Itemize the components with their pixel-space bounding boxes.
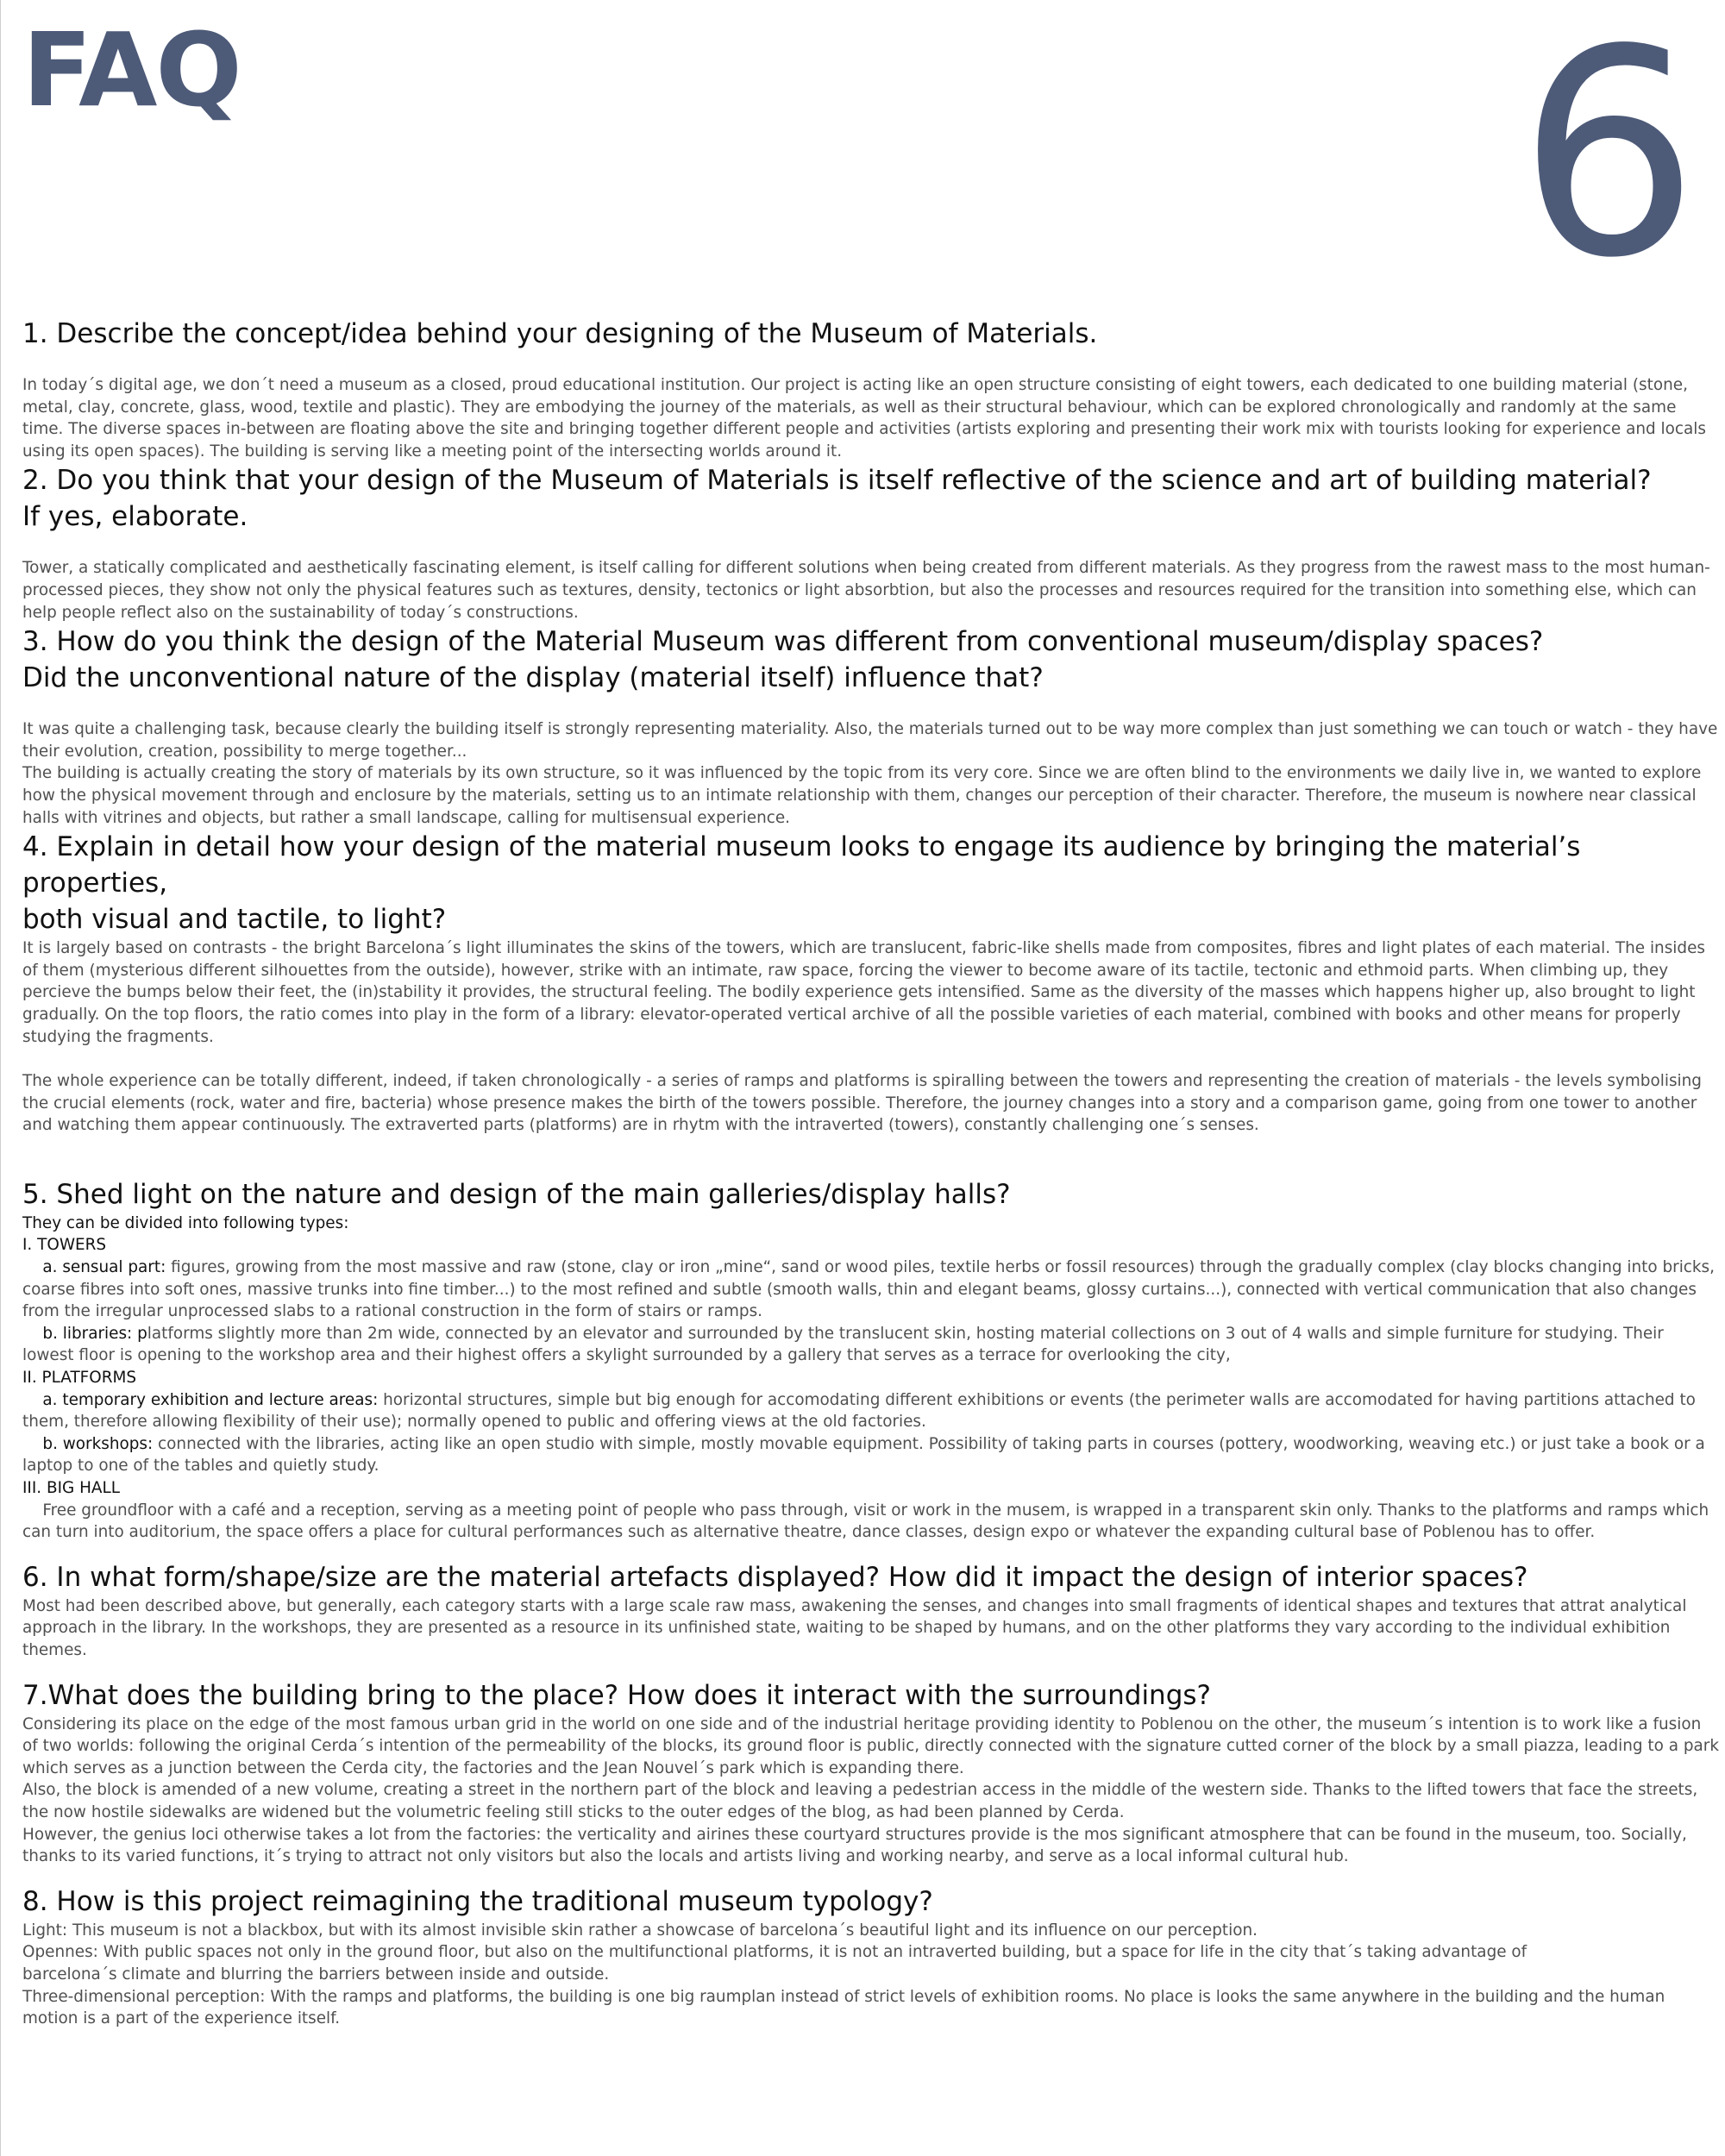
answer-2: Tower, a statically complicated and aesthetically fascinating element, is itself calling for different solutions when being created from different materials. As they progress from the rawest mass to the most human-processed pieces, they show not only the physical features such as textures, density, tectonics or light absorbtion, but also the processes and resources required for the transition into something else, which can help people reflect also on the sustainability of today´s constructions. xyxy=(22,559,1710,622)
answer-3-paragraph-1: It was quite a challenging task, because clearly the building itself is strongly representing materiality. Also, the materials turned out to be way more complex than just something we can touch or watch - they have their evolution, creation, possibility to merge together... xyxy=(22,720,1718,761)
towers-heading: I. TOWERS xyxy=(22,1236,107,1255)
exhibition-text: horizontal structures, simple but big enough for accomodating different exhibitions or events (the perimeter walls are accomodated for having partitions attached to them, therefore allowing flexibility of their use); normally opened to public and offering views at the old factories. xyxy=(22,1390,1696,1432)
answer-7-paragraph-2: Also, the block is amended of a new volume, creating a street in the northern part of the block and leaving a pedestrian access in the middle of the western side. Thanks to the lifted towers that face the streets, the now hostile sidewalks are widened but the volumetric feeling still sticks to the outer edges of the blog, as had been planned by Cerda. xyxy=(22,1781,1698,1821)
platforms-exhibition xyxy=(22,1389,1720,1433)
question-7: 7.What does the building bring to the place? How does it interact with the surroundings? xyxy=(22,1679,1211,1711)
answer-8-openness-line-2: barcelona´s climate and blurring the barriers between inside and outside. xyxy=(22,1965,610,1984)
answer-1: In today´s digital age, we don´t need a museum as a closed, proud educational institution. Our project is acting like an open structure consisting of eight towers, each dedicated to one building material (stone, metal, clay, concrete, glass, wood, textile and plastic). They are embodying the journey of the materials, as well as their structural behaviour, which can be explored chronologically and randomly at the same time. The diverse spaces in-between are floating above the site and bringing together different people and activities (artists exploring and presenting their work mix with tourists looking for experience and locals using its open spaces). The building is serving like a meeting point of the intersecting worlds around it. xyxy=(22,376,1706,461)
towers-sensual-part xyxy=(22,1257,1720,1323)
libraries-text: latforms slightly more than 2m wide, connected by an elevator and surrounded by the translucent skin, hosting material collections on 3 out of 4 walls and simple furniture for studying. Their lowest floor is opening to the workshop area and their highest offers a skylight surrounded by a gallery that serves as a terrace for overlooking the city, xyxy=(22,1324,1664,1365)
big-hall-text xyxy=(22,1500,1720,1544)
answer-7-paragraph-1: Considering its place on the edge of the most famous urban grid in the world on one side and of the industrial heritage providing identity to Poblenou on the other, the museum´s intention is to work like a fusion of two worlds: following the original Cerda´s intention of the permeability of the blocks, its ground floor is public, directly connected with the signature cutted corner of the block by a small piazza, leading to a park which serves as a junction between the Cerda city, the factories and the Jean Nouvel´s park which is expanding there. xyxy=(22,1714,1720,1777)
question-2-line-2: If yes, elaborate. xyxy=(22,501,248,533)
exhibition-label: a. temporary exhibition and lecture areas: xyxy=(42,1390,379,1409)
towers-libraries xyxy=(22,1323,1720,1367)
question-6: 6. In what form/shape/size are the material artefacts displayed? How did it impact the design of interior spaces? xyxy=(22,1561,1528,1593)
faq-content xyxy=(22,316,1720,2030)
answer-8-light: Light: This museum is not a blackbox, but with its almost invisible skin rather a showcase of barcelona´s beautiful light and its influence on our perception. xyxy=(22,1921,1258,1940)
libraries-label: b. libraries: p xyxy=(42,1324,147,1343)
answer-8-three-dimensional: Three-dimensional perception: With the ramps and platforms, the building is one big raumplan instead of strict levels of exhibition rooms. No place is looks the same anywhere in the building and the human motion is a part of the experience itself. xyxy=(22,1987,1665,2028)
faq-section-2 xyxy=(22,462,1720,624)
question-4-line-1: 4. Explain in detail how your design of the material museum looks to engage its audience by bringing the material’s properties, xyxy=(22,831,1581,899)
answer-4-paragraph-1: It is largely based on contrasts - the bright Barcelona´s light illuminates the skins of the towers, which are translucent, fabric-like shells made from composites, fibres and light plates of each material. The insides of them (mysterious different silhouettes from the outside), however, strike with an intimate, raw space, forcing the viewer to become aware of its tactile, tectonic and ethmoid parts. When climbing up, they percieve the bumps below their feet, the (in)stability it provides, the structural feeling. The bodily experience gets intensified. Same as the diversity of the masses which happens higher up, also brought to light gradually. On the top floors, the ratio comes into play in the form of a library: elevator-operated vertical archive of all the possible varieties of each material, combined with books and other means for properly studying the fragments. xyxy=(22,939,1705,1046)
platforms-heading: II. PLATFORMS xyxy=(22,1369,137,1388)
faq-section-3 xyxy=(22,624,1720,829)
sensual-part-label: a. sensual part: xyxy=(42,1258,166,1277)
page-number: 6 xyxy=(1518,0,1699,320)
question-8: 8. How is this project reimagining the traditional museum typology? xyxy=(22,1885,933,1917)
big-hall-heading: III. BIG HALL xyxy=(22,1479,121,1497)
faq-section-1 xyxy=(22,316,1720,462)
big-hall-description: Free groundfloor with a café and a reception, serving as a meeting point of people who pass through, visit or work in the musem, is wrapped in a transparent skin only. Thanks to the platforms and ramps which can turn into auditorium, the space offers a place for cultural performances such as alternative theatre, dance classes, design expo or whatever the expanding cultural base of Poblenou has to offer. xyxy=(22,1501,1709,1542)
workshops-label: b. workshops: xyxy=(42,1434,154,1453)
question-4-line-2: both visual and tactile, to light? xyxy=(22,904,447,936)
question-1: 1. Describe the concept/idea behind your designing of the Museum of Materials. xyxy=(22,318,1098,349)
question-2-line-1: 2. Do you think that your design of the Museum of Materials is itself reflective of the science and art of building material? xyxy=(22,465,1652,497)
page-title: FAQ xyxy=(22,10,241,129)
faq-section-6 xyxy=(22,1559,1720,1662)
faq-section-4 xyxy=(22,829,1720,1137)
faq-section-5 xyxy=(22,1176,1720,1544)
workshops-text: connected with the libraries, acting like an open studio with simple, mostly movable equipment. Possibility of taking parts in courses (pottery, woodworking, weaving etc.) or just take a book or a laptop to one of the tables and quietly study. xyxy=(22,1434,1705,1476)
answer-3-paragraph-2: The building is actually creating the story of materials by its own structure, so it was influenced by the topic from its very core. Since we are often blind to the environments we daily live in, we wanted to explore how the physical movement through and enclosure by the materials, setting us to an intimate relationship with them, changes our perception of their character. Therefore, the museum is nowhere near classical halls with vitrines and objects, but rather a small landscape, calling for multisensual experience. xyxy=(22,764,1702,827)
answer-4-paragraph-2: The whole experience can be totally different, indeed, if taken chronologically - a series of ramps and platforms is spiralling between the towers and representing the creation of materials - the levels symbolising the crucial elements (rock, water and fire, bacteria) whose presence makes the birth of the towers possible. Therefore, the journey changes into a story and a comparison game, going from one tower to another and watching them appear continuously. The extraverted parts (platforms) are in rhytm with the intraverted (towers), constantly challenging one´s senses. xyxy=(22,1072,1702,1135)
answer-8-openness-line-1: Opennes: With public spaces not only in the ground floor, but also on the multifunctional platforms, it is not an intraverted building, but a space for life in the city that´s taking advantage of xyxy=(22,1943,1527,1962)
platforms-workshops xyxy=(22,1433,1720,1477)
page-border xyxy=(0,0,1,2156)
faq-section-8 xyxy=(22,1883,1720,2030)
question-3-line-1: 3. How do you think the design of the Material Museum was different from conventional museum/display spaces? xyxy=(22,626,1544,658)
question-5: 5. Shed light on the nature and design of the main galleries/display halls? xyxy=(22,1178,1011,1210)
answer-6: Most had been described above, but generally, each category starts with a large scale raw mass, awakening the senses, and changes into small fragments of identical shapes and textures that attrat analytical approach in the library. In the workshops, they are presented as a resource in its unfinished state, waiting to be shaped by humans, and on the other platforms they vary according to the individual exhibition themes. xyxy=(22,1596,1687,1659)
faq-section-7 xyxy=(22,1677,1720,1868)
question-3-line-2: Did the unconventional nature of the display (material itself) influence that? xyxy=(22,662,1044,694)
answer-7-paragraph-3: However, the genius loci otherwise takes a lot from the factories: the verticality and airines these courtyard structures provide is the mos significant atmosphere that can be found in the museum, too. Socially, thanks to its varied functions, it´s trying to attract not only visitors but also the locals and artists living and working nearby, and serve as a local informal cultural hub. xyxy=(22,1825,1687,1866)
galleries-intro: They can be divided into following types: xyxy=(22,1213,349,1232)
sensual-part-text: figures, growing from the most massive and raw (stone, clay or iron „mine“, sand or wood piles, textile herbs or fossil resources) through the gradually complex (clay blocks changing into bricks, coarse fibres into soft ones, massive trunks into fine timber...) to the most refined and subtle (smooth walls, thin and elegant beams, glossy curtains...), connected with vertical communication that also changes from the irregular unprocessed slabs to a rational construction in the form of stairs or ramps. xyxy=(22,1258,1715,1321)
